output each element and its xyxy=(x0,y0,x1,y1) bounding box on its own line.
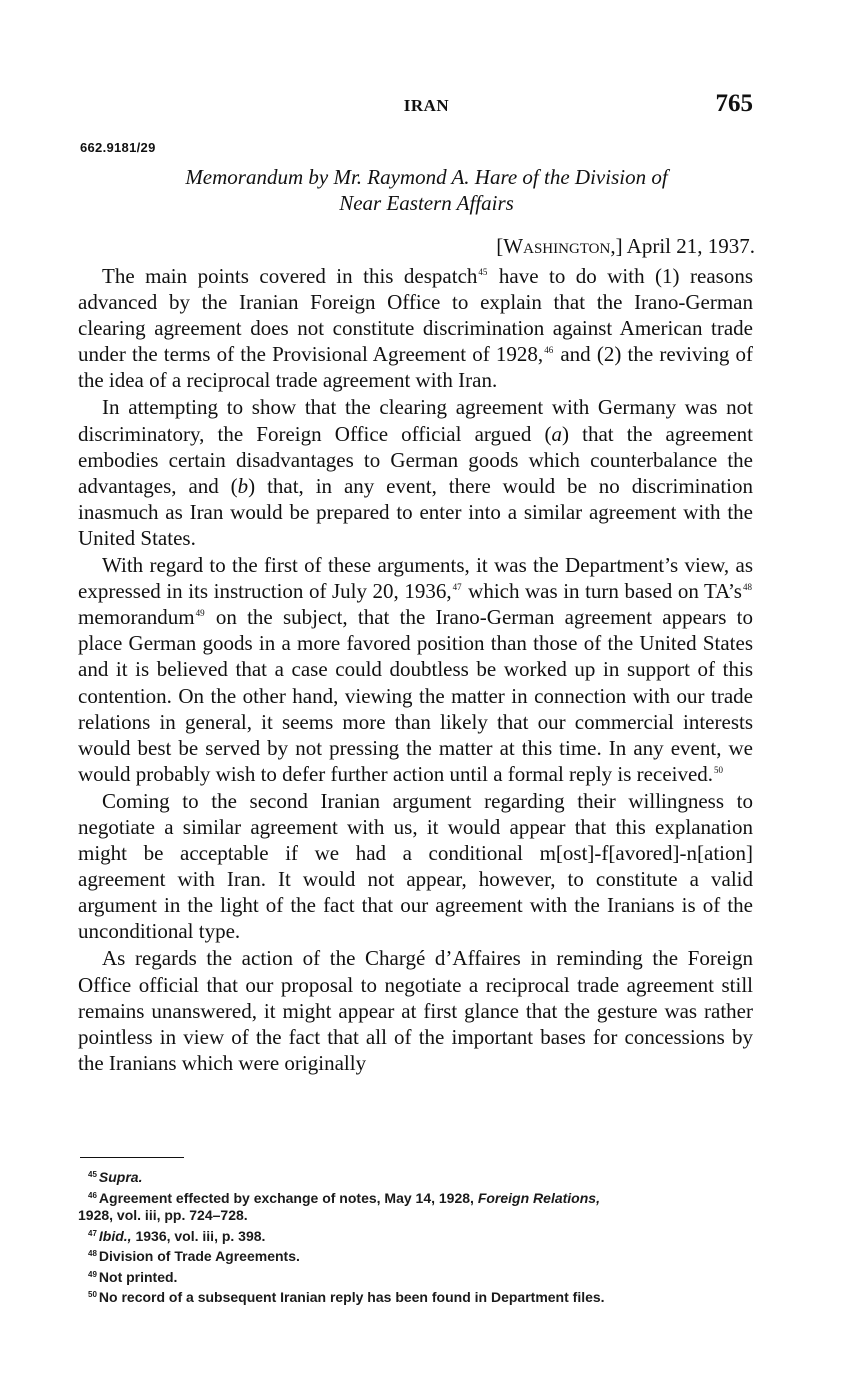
footnote-text: No record of a subsequent Iranian reply has been found in Department files. xyxy=(98,1289,605,1305)
paragraph-text: on the subject, that the Irano-German agreement appears to place German goods in a more favored position than those of the United States and it is believed that a case could doubtless be worked up in support of this contention. On the other hand, viewing the matter in connection with our trade relations in general, it seems more than likely that our commercial interests would best be served by not pressing the matter at this time. In any event, we would probably wish to defer further action until a formal reply is received. xyxy=(78,605,753,786)
paragraph-text: ) that, in any event, there would be no discrimination inasmuch as Iran would be prepared to enter into a similar agreement with the United States. xyxy=(78,473,754,550)
footnote-italic: Foreign Relations, xyxy=(477,1189,600,1206)
footnote-mark: 48 xyxy=(88,1249,97,1258)
footnote-mark: 49 xyxy=(88,1269,97,1279)
footnote-ref[interactable]: 49 xyxy=(195,608,205,619)
enumeration-letter: a xyxy=(551,421,562,446)
page-number: 765 xyxy=(715,90,753,117)
memo-title-line-1: Memorandum by Mr. Raymond A. Hare of the Division of xyxy=(185,165,668,189)
footnote-text: Agreement effected by exchange of notes, May 14, 1928, xyxy=(98,1189,478,1206)
footnote-text: Division of Trade Agreements. xyxy=(98,1248,300,1264)
dateline-place: [Washington,] xyxy=(496,234,623,258)
memo-title xyxy=(80,164,773,216)
paragraph-text: The main points covered in this despatch xyxy=(102,264,478,288)
footnote-italic: Ibid., xyxy=(98,1227,132,1244)
footnote-ref[interactable]: 47 xyxy=(452,582,462,593)
memo-title-line-2: Near Eastern Affairs xyxy=(339,191,514,215)
paragraph-text: With regard to the first of these arguments, it was the Department’s view, as expressed in its instruction of July 20, 1936, xyxy=(78,553,753,604)
paragraph-5: As regards the action of the Chargé d’Affaires in reminding the Foreign Office official that our proposal to negotiate a reciprocal trade agreement still remains unanswered, it might appear at first glance that the gesture was rather pointless in view of the fact that all of the important bases for concessions by the Iranians which were originally xyxy=(78,946,753,1075)
paragraph-4: Coming to the second Iranian argument regarding their willingness to negotiate a similar agreement with us, it would appear that this explanation might be acceptable if we had a conditional m[ost]-f[avored]-n[ation] agreement with Iran. It would not appear, however, to constitute a valid argument in the light of the fact that our agreement with the Iranians is of the unconditional type. xyxy=(78,788,753,944)
dateline xyxy=(496,234,755,259)
paragraph-text: have to do with (1) reasons advanced by the Iranian Foreign Office to explain that the Irano-German clearing agreement does not constitute discrimination against American trade under the terms of the Provisional Agreement of 1928, xyxy=(78,264,753,367)
footnote-ref[interactable]: 48 xyxy=(742,582,752,593)
footnote-46 xyxy=(78,1187,758,1208)
paragraph-text: ) that the agreement embodies certain disadvantages to German goods which counterbalance the advantages, and ( xyxy=(78,421,753,498)
footnote-mark: 47 xyxy=(88,1228,97,1238)
paragraph-text: memorandum xyxy=(78,605,195,630)
memo-body xyxy=(78,263,753,1077)
footnote-ref[interactable]: 50 xyxy=(714,764,724,775)
dateline-date: April 21, 1937. xyxy=(626,234,755,258)
running-title: IRAN xyxy=(403,96,450,115)
footnote-text: 1936, vol. iii, p. 398. xyxy=(131,1227,266,1244)
enumeration-letter: b xyxy=(237,473,249,498)
file-number: 662.9181/29 xyxy=(80,140,156,155)
footnote-48 xyxy=(78,1245,758,1266)
paragraph-text: and (2) the reviving of the idea of a reciprocal trade agreement with Iran. xyxy=(78,342,753,393)
footnote-italic: Supra. xyxy=(98,1169,143,1185)
paragraph-text: In attempting to show that the clearing agreement with Germany was not discriminatory, the Foreign Office official argued ( xyxy=(78,395,753,446)
footnote-49 xyxy=(78,1266,758,1287)
footnote-47 xyxy=(78,1225,758,1246)
footnote-text: Not printed. xyxy=(98,1268,178,1285)
footnote-mark: 46 xyxy=(88,1190,97,1200)
paragraph-1 xyxy=(78,263,753,393)
paragraph-text: which was in turn based on TA’s xyxy=(462,579,742,604)
footnotes xyxy=(78,1166,758,1307)
paragraph-2 xyxy=(78,394,753,551)
footnote-ref[interactable]: 45 xyxy=(478,267,488,277)
running-header xyxy=(0,92,853,122)
footnote-50 xyxy=(78,1286,758,1307)
footnote-rule xyxy=(80,1157,184,1158)
footnote-46-continued: 1928, vol. iii, pp. 724–728. xyxy=(78,1207,248,1223)
footnote-ref[interactable]: 46 xyxy=(544,345,554,356)
footnote-mark: 50 xyxy=(88,1290,97,1299)
paragraph-3 xyxy=(78,552,753,787)
footnote-45 xyxy=(78,1166,758,1187)
footnote-mark: 45 xyxy=(88,1170,97,1179)
